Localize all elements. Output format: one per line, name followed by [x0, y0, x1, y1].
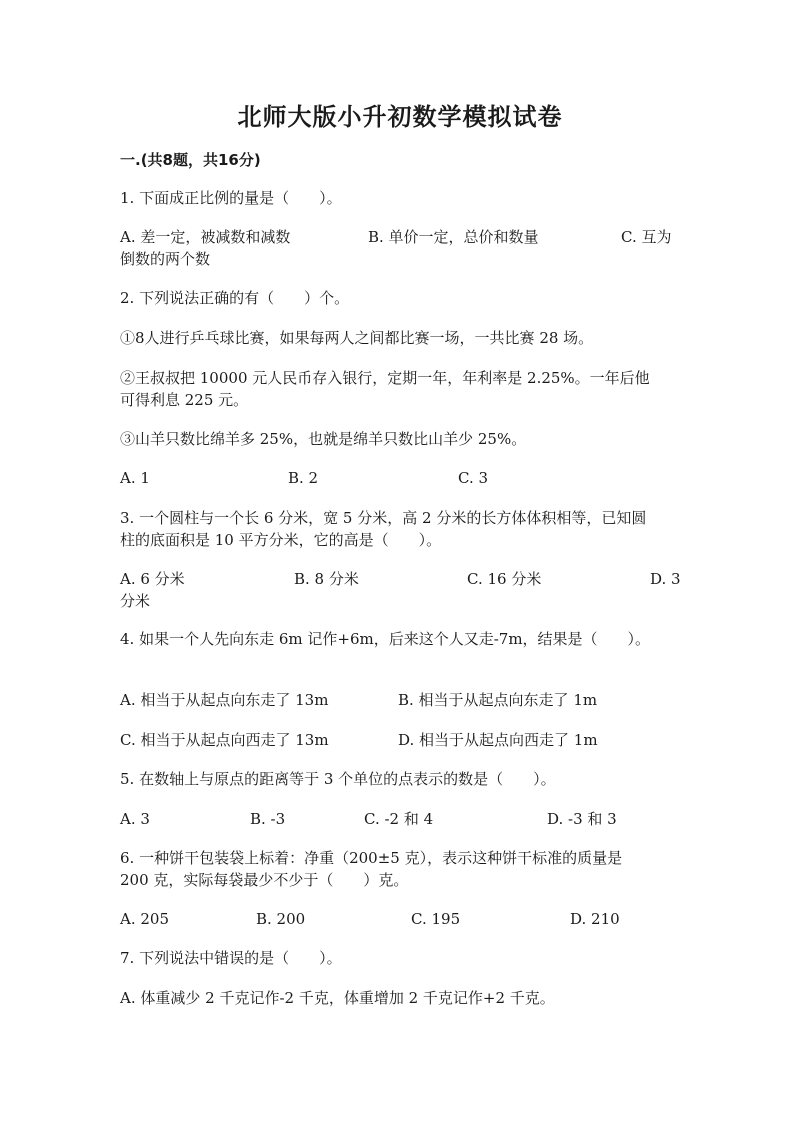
question-7-option-a: A. 体重减少 2 千克记作-2 千克，体重增加 2 千克记作+2 千克。 — [120, 989, 555, 1007]
question-6-option-c: C. 195 — [411, 910, 461, 928]
question-4-stem: 4. 如果一个人先向东走 6m 记作+6m，后来这个人又走-7m，结果是（ ）。 — [120, 630, 651, 648]
question-3-option-b: B. 8 分米 — [294, 570, 359, 588]
question-2-option-b: B. 2 — [288, 469, 319, 487]
question-4-option-d: D. 相当于从起点向西走了 1m — [398, 731, 598, 749]
question-3-option-a: A. 6 分米 — [120, 570, 185, 588]
question-2-statement-1: ①8人进行乒乓球比赛，如果每两人之间都比赛一场，一共比赛 28 场。 — [120, 329, 594, 347]
question-3-option-d: D. 3 — [650, 570, 681, 588]
question-6-stem-line-1: 6. 一种饼干包装袋上标着：净重（200±5 克），表示这种饼干标准的质量是 — [120, 849, 623, 867]
question-2-statement-2: ②王叔叔把 10000 元人民币存入银行，定期一年，年利率是 2.25%。一年后他 — [120, 369, 650, 387]
question-5-option-b: B. -3 — [250, 810, 286, 828]
question-5-option-a: A. 3 — [120, 810, 150, 828]
section-heading: 一.(共8题，共16分) — [120, 151, 261, 169]
question-5-stem: 5. 在数轴上与原点的距离等于 3 个单位的点表示的数是（ ）。 — [120, 770, 556, 788]
question-1-option-b: B. 单价一定，总价和数量 — [368, 228, 539, 246]
question-6-stem-line-2: 200 克，实际每袋最少不少于（ ）克。 — [120, 871, 409, 889]
question-7-stem: 7. 下列说法中错误的是（ ）。 — [120, 949, 342, 967]
question-2-stem: 2. 下列说法正确的有（ ）个。 — [120, 289, 350, 307]
question-6-option-d: D. 210 — [570, 910, 620, 928]
question-4-option-a: A. 相当于从起点向东走了 13m — [120, 691, 329, 709]
question-5-option-c: C. -2 和 4 — [364, 810, 434, 828]
page-title: 北师大版小升初数学模拟试卷 — [237, 103, 563, 131]
question-1-option-c-wrap: 倒数的两个数 — [120, 250, 211, 268]
question-2-statement-2-wrap: 可得利息 225 元。 — [120, 391, 249, 409]
question-2-option-c: C. 3 — [458, 469, 489, 487]
question-1-option-c: C. 互为 — [621, 228, 672, 246]
question-5-option-d: D. -3 和 3 — [547, 810, 617, 828]
question-2-option-a: A. 1 — [120, 469, 150, 487]
question-1-stem: 1. 下面成正比例的量是（ ）。 — [120, 189, 342, 207]
question-4-option-b: B. 相当于从起点向东走了 1m — [398, 691, 598, 709]
question-4-option-c: C. 相当于从起点向西走了 13m — [120, 731, 329, 749]
question-2-statement-3: ③山羊只数比绵羊多 25%，也就是绵羊只数比山羊少 25%。 — [120, 430, 527, 448]
question-3-stem-line-1: 3. 一个圆柱与一个长 6 分米，宽 5 分米，高 2 分米的长方体体积相等，已知圆 — [120, 509, 647, 527]
question-3-stem-line-2: 柱的底面积是 10 平方分米，它的高是（ ）。 — [120, 531, 442, 549]
question-3-option-c: C. 16 分米 — [467, 570, 542, 588]
question-6-option-a: A. 205 — [120, 910, 169, 928]
question-6-option-b: B. 200 — [256, 910, 306, 928]
question-1-option-a: A. 差一定，被减数和减数 — [120, 228, 291, 246]
question-3-option-d-wrap: 分米 — [120, 592, 151, 610]
